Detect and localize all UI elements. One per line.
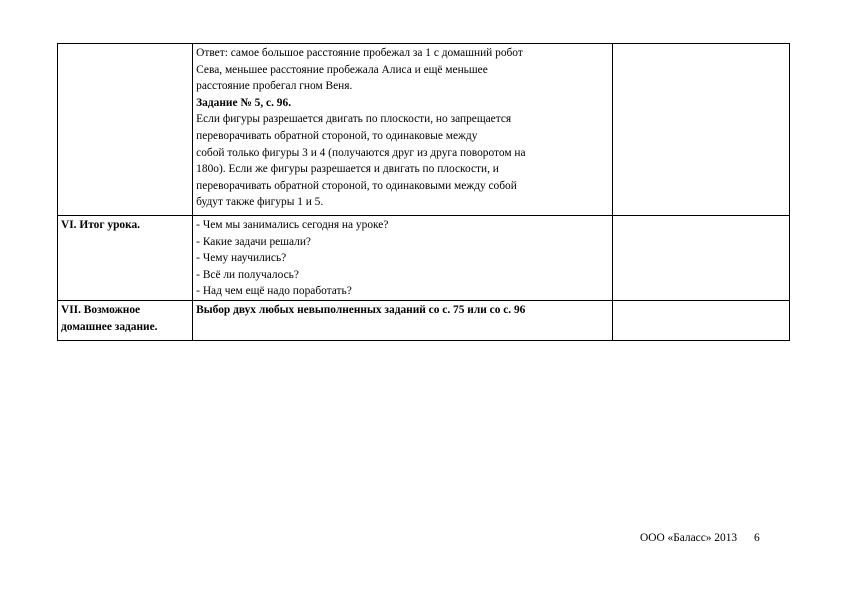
content-line: - Чему научились? bbox=[196, 252, 287, 265]
page-number: 6 bbox=[753, 532, 760, 544]
content-line: расстояние пробегал гном Веня. bbox=[196, 80, 353, 93]
stage-cell bbox=[58, 216, 193, 301]
page-footer bbox=[640, 532, 760, 544]
content-line: Если фигуры разрешается двигать по плоскости, но запрещается bbox=[196, 113, 512, 126]
content-line: Ответ: самое большое расстояние пробежал за 1 с домашний робот bbox=[196, 47, 523, 59]
lesson-plan-table bbox=[57, 43, 790, 341]
table-row bbox=[58, 216, 790, 301]
content-cell bbox=[193, 301, 613, 341]
notes-cell bbox=[612, 216, 789, 301]
notes-cell bbox=[612, 44, 789, 216]
content-line: - Чем мы занимались сегодня на уроке? bbox=[196, 219, 389, 231]
content-line: переворачивать обратной стороной, то одинаковыми между собой bbox=[196, 179, 517, 192]
stage-cell bbox=[58, 44, 193, 216]
stage-title-line: домашнее задание. bbox=[61, 320, 158, 333]
content-line: 180о). Если же фигуры разрешается и двигать по плоскости, и bbox=[196, 163, 499, 176]
content-line: переворачивать обратной стороной, то одинаковые между bbox=[196, 129, 478, 142]
stage-title-line: VII. Возможное bbox=[61, 304, 141, 316]
table-row bbox=[58, 301, 790, 341]
content-line: Задание № 5, с. 96. bbox=[196, 96, 292, 109]
notes-cell bbox=[612, 301, 789, 341]
content-line: собой только фигуры 3 и 4 (получаются друг из друга поворотом на bbox=[196, 146, 526, 159]
content-line: - Какие задачи решали? bbox=[196, 235, 311, 248]
footer-company: ООО «Баласс» 2013 bbox=[640, 532, 738, 544]
content-line: будут также фигуры 1 и 5. bbox=[196, 196, 324, 209]
content-cell bbox=[193, 216, 613, 301]
content-line: Выбор двух любых невыполненных заданий со с. 75 или со с. 96 bbox=[196, 304, 526, 316]
content-line: - Над чем ещё надо поработать? bbox=[196, 285, 352, 298]
stage-title-line: VI. Итог урока. bbox=[61, 219, 141, 231]
content-line: - Всё ли получалось? bbox=[196, 268, 299, 281]
table-body bbox=[58, 44, 790, 341]
content-line: Сева, меньшее расстояние пробежала Алиса и ещё меньшее bbox=[196, 63, 488, 76]
content-cell bbox=[193, 44, 613, 216]
stage-cell bbox=[58, 301, 193, 341]
table-row bbox=[58, 44, 790, 216]
